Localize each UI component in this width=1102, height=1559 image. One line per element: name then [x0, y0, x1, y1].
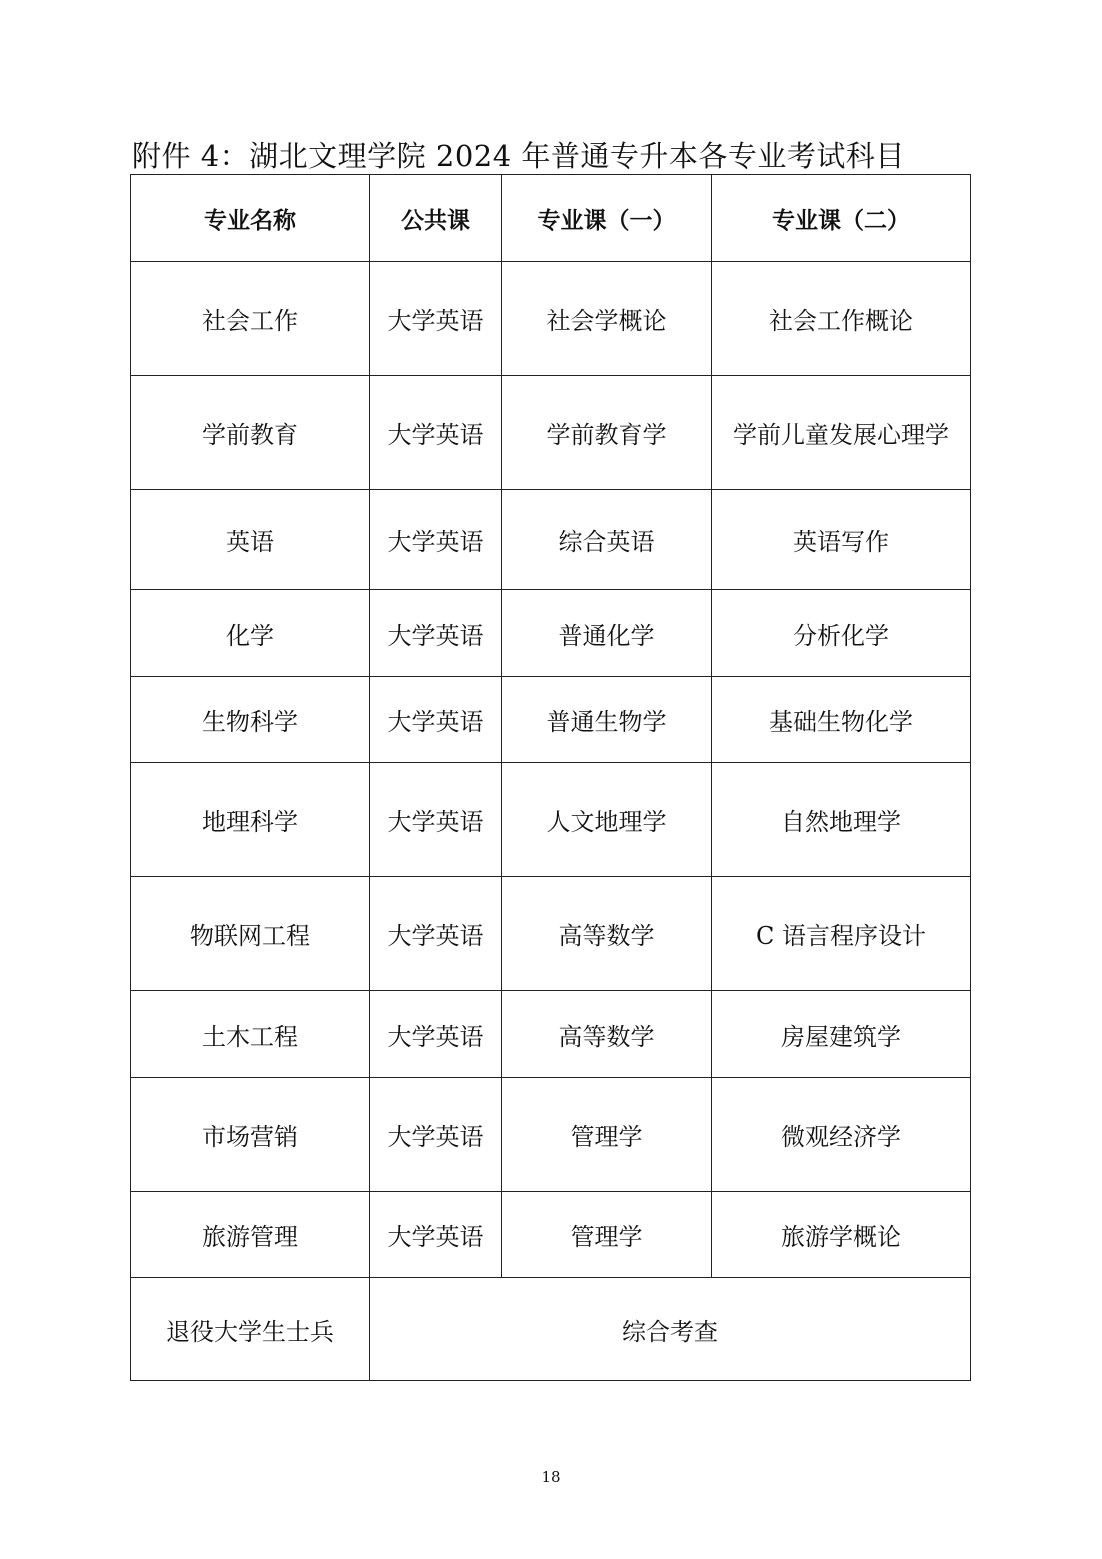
- table-row: [131, 590, 971, 677]
- cell-course-2: 微观经济学: [712, 1078, 971, 1192]
- cell-public: 大学英语: [370, 877, 502, 991]
- table-row: [131, 1078, 971, 1192]
- cell-major: 市场营销: [131, 1078, 370, 1192]
- cell-public: 大学英语: [370, 490, 502, 590]
- cell-major: 土木工程: [131, 991, 370, 1078]
- cell-course-1: 普通化学: [502, 590, 712, 677]
- cell-course-1: 普通生物学: [502, 677, 712, 763]
- cell-major: 退役大学生士兵: [131, 1278, 370, 1381]
- table-row: [131, 991, 971, 1078]
- table-row: [131, 490, 971, 590]
- page-number: 18: [541, 1468, 561, 1486]
- exam-subjects-table: [130, 174, 971, 1381]
- table-row: [131, 763, 971, 877]
- table-row: [131, 262, 971, 376]
- cell-course-1: 高等数学: [502, 877, 712, 991]
- cell-course-2: 英语写作: [712, 490, 971, 590]
- cell-course-1: 管理学: [502, 1078, 712, 1192]
- cell-course-2: 分析化学: [712, 590, 971, 677]
- cell-public: 大学英语: [370, 1078, 502, 1192]
- cell-major: 生物科学: [131, 677, 370, 763]
- cell-course-2: C 语言程序设计: [712, 877, 971, 991]
- cell-course-1: 人文地理学: [502, 763, 712, 877]
- cell-course-2: 基础生物化学: [712, 677, 971, 763]
- cell-course-1: 学前教育学: [502, 376, 712, 490]
- cell-course-2: 学前儿童发展心理学: [712, 376, 971, 490]
- cell-course-1: 综合英语: [502, 490, 712, 590]
- table-header-row: [131, 175, 971, 262]
- cell-major: 物联网工程: [131, 877, 370, 991]
- cell-public: 大学英语: [370, 1192, 502, 1278]
- cell-course-1: 管理学: [502, 1192, 712, 1278]
- cell-course-1: 高等数学: [502, 991, 712, 1078]
- document-title: 附件 4：湖北文理学院 2024 年普通专升本各专业考试科目: [132, 139, 905, 173]
- cell-combined-subject: 综合考查: [370, 1278, 971, 1381]
- cell-public: 大学英语: [370, 262, 502, 376]
- header-major: 专业名称: [131, 175, 370, 262]
- cell-public: 大学英语: [370, 677, 502, 763]
- cell-major: 学前教育: [131, 376, 370, 490]
- table-row-veterans: [131, 1278, 971, 1381]
- table-row: [131, 677, 971, 763]
- table-row: [131, 877, 971, 991]
- cell-course-2: 旅游学概论: [712, 1192, 971, 1278]
- cell-major: 旅游管理: [131, 1192, 370, 1278]
- header-course-2: 专业课（二）: [712, 175, 971, 262]
- cell-major: 英语: [131, 490, 370, 590]
- cell-course-2: 房屋建筑学: [712, 991, 971, 1078]
- cell-course-2: 社会工作概论: [712, 262, 971, 376]
- cell-course-1: 社会学概论: [502, 262, 712, 376]
- cell-public: 大学英语: [370, 763, 502, 877]
- cell-public: 大学英语: [370, 590, 502, 677]
- cell-major: 社会工作: [131, 262, 370, 376]
- cell-public: 大学英语: [370, 376, 502, 490]
- header-course-1: 专业课（一）: [502, 175, 712, 262]
- header-public-course: 公共课: [370, 175, 502, 262]
- table-row: [131, 1192, 971, 1278]
- cell-major: 地理科学: [131, 763, 370, 877]
- cell-public: 大学英语: [370, 991, 502, 1078]
- table-row: [131, 376, 971, 490]
- cell-major: 化学: [131, 590, 370, 677]
- cell-course-2: 自然地理学: [712, 763, 971, 877]
